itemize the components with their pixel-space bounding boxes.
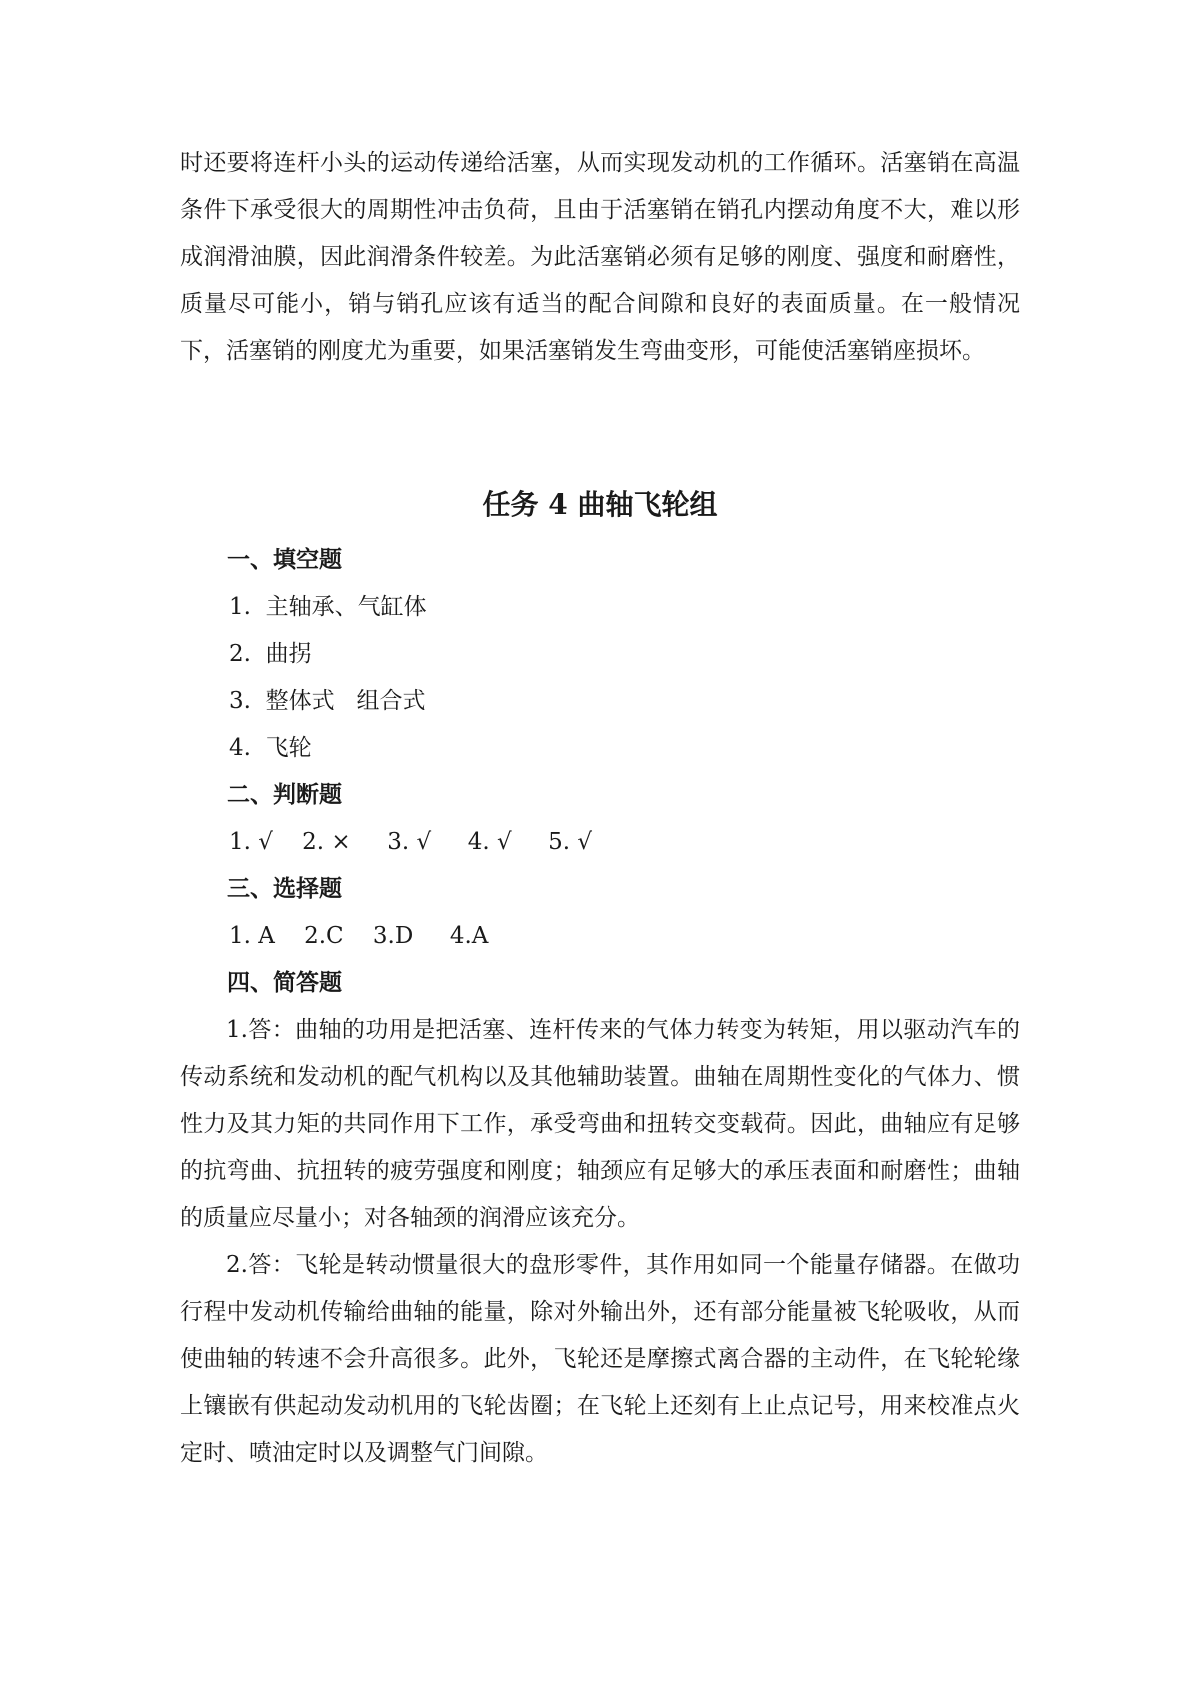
multiple-choice-answers: 1. A 2.C 3.D 4.A (229, 923, 489, 949)
short-answer-2: 2.答：飞轮是转动惯量很大的盘形零件，其作用如同一个能量存储器。在做功行程中发动机传输给曲轴的能量，除对外输出外，还有部分能量被飞轮吸收，从而使曲轴的转速不会升高很多。此外，飞轮还是摩擦式离合器的主动件，在飞轮轮缘上镶嵌有供起动发动机用的飞轮齿圈；在飞轮上还刻有上止点记号，用来校准点火定时、喷油定时以及调整气门间隙。 (180, 1252, 1020, 1466)
section-heading-multiple-choice: 三、选择题 (227, 876, 342, 902)
true-false-answers: 1. √ 2. × 3. √ 4. √ 5. √ (229, 829, 593, 855)
fill-blank-item: 3. 整体式 组合式 (229, 688, 426, 714)
page-content (180, 140, 1020, 1477)
task-title: 任务 4 曲轴飞轮组 (482, 488, 718, 521)
fill-blank-item: 1. 主轴承、气缸体 (229, 594, 427, 620)
fill-blank-item: 4. 飞轮 (229, 735, 312, 761)
intro-paragraph: 时还要将连杆小头的运动传递给活塞，从而实现发动机的工作循环。活塞销在高温条件下承受很大的周期性冲击负荷，且由于活塞销在销孔内摆动角度不大，难以形成润滑油膜，因此润滑条件较差。为此活塞销必须有足够的刚度、强度和耐磨性，质量尽可能小，销与销孔应该有适当的配合间隙和良好的表面质量。在一般情况下，活塞销的刚度尤为重要，如果活塞销发生弯曲变形，可能使活塞销座损坏。 (180, 150, 1020, 364)
section-heading-short-answer: 四、简答题 (227, 970, 342, 996)
section-heading-fill-blank: 一、填空题 (227, 547, 342, 573)
fill-blank-item: 2. 曲拐 (229, 641, 312, 667)
section-heading-true-false: 二、判断题 (227, 782, 342, 808)
short-answer-1: 1.答：曲轴的功用是把活塞、连杆传来的气体力转变为转矩，用以驱动汽车的传动系统和发动机的配气机构以及其他辅助装置。曲轴在周期性变化的气体力、惯性力及其力矩的共同作用下工作，承受弯曲和扭转交变载荷。因此，曲轴应有足够的抗弯曲、抗扭转的疲劳强度和刚度；轴颈应有足够大的承压表面和耐磨性；曲轴的质量应尽量小；对各轴颈的润滑应该充分。 (180, 1017, 1020, 1231)
